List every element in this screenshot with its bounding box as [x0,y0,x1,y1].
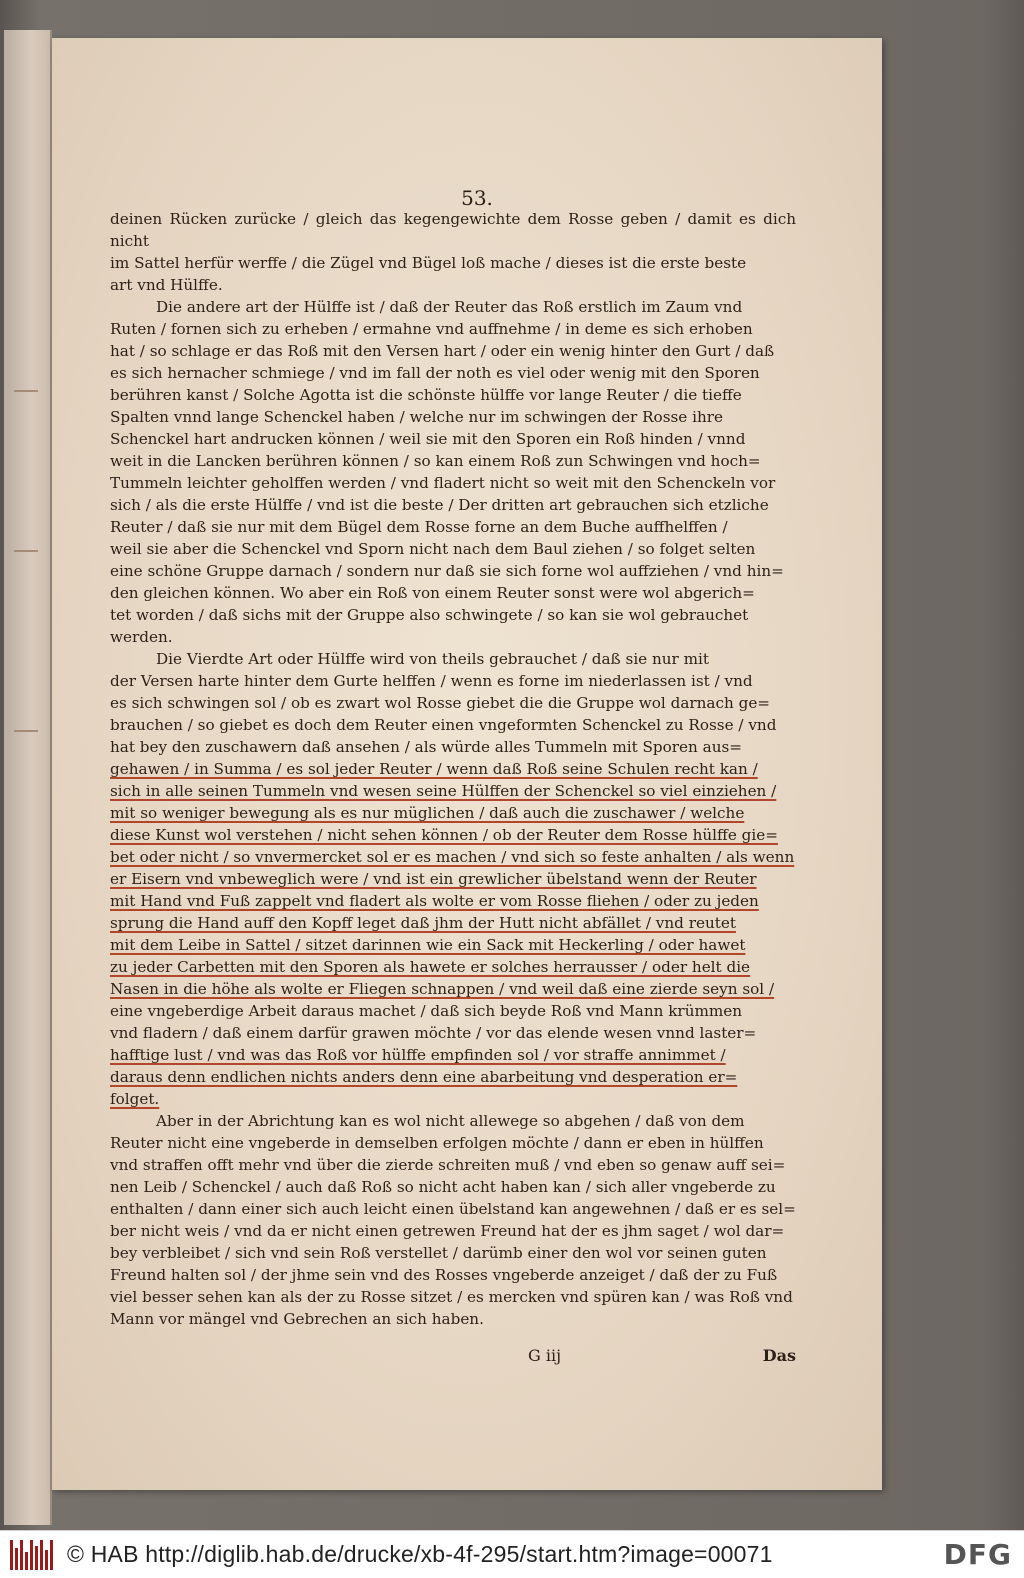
text-line: viel besser sehen kan als der zu Rosse sitzet / es mercken vnd spüren kan / was Roß vnd [110,1288,793,1306]
source-link[interactable]: © HAB http://diglib.hab.de/drucke/xb-4f-295/start.htm?image=00071 [67,1541,773,1567]
attribution-bar [0,1530,1024,1578]
text-line: tet worden / daß sichs mit der Gruppe also schwingete / so kan sie wol gebrauchet [110,606,749,624]
text-line: vnd straffen offt mehr vnd über die zierde schreiten muß / vnd eben so genaw auff sei= [110,1156,786,1174]
text-line: bey verbleibet / sich vnd sein Roß verstellet / darümb einer den wol vor seinen guten [110,1244,767,1262]
text-line: mit dem Leibe in Sattel / sitzet darinnen wie ein Sack mit Heckerling / oder hawet [110,936,746,954]
page-number: 53. [461,186,493,210]
text-line: Freund halten sol / der jhme sein vnd des Rosses vngeberde anzeiget / daß der zu Fuß [110,1266,778,1284]
text-line: Spalten vnnd lange Schenckel haben / welche nur im schwingen der Rosse ihre [110,408,723,426]
text-line: gehawen / in Summa / es sol jeder Reuter / wenn daß Roß seine Schulen recht kan / [110,760,758,778]
text-line: werden. [110,628,173,646]
text-line: ber nicht weis / vnd da er nicht einen getrewen Freund hat der es jhm saget / wol dar= [110,1222,785,1240]
text-line: bet oder nicht / so vnvermercket sol er es machen / vnd sich so feste anhalten / als wenn [110,848,795,866]
text-line: Die andere art der Hülffe ist / daß der Reuter das Roß erstlich im Zaum vnd [156,298,743,316]
hab-logo-icon [10,1540,53,1570]
page-footer [110,1346,796,1370]
text-line: Nasen in die höhe als wolte er Fliegen schnappen / vnd weil daß eine zierde seyn sol / [110,980,775,998]
text-line: Ruten / fornen sich zu erheben / ermahne vnd auffnehme / in deme es sich erhoben [110,320,753,338]
text-line: weit in die Lancken berühren können / so kan einem Roß zun Schwingen vnd hoch= [110,452,761,470]
text-line: es sich hernacher schmiege / vnd im fall der noth es viel oder wenig mit den Sporen [110,364,760,382]
text-line: eine vngeberdige Arbeit daraus machet / daß sich beyde Roß vnd Mann krümmen [110,1002,743,1020]
text-line: folget. [110,1090,160,1108]
text-line: Mann vor mängel vnd Gebrechen an sich haben. [110,1310,484,1328]
text-line: es sich schwingen sol / ob es zwart wol Rosse giebet die die Gruppe wol darnach ge= [110,694,771,712]
text-line: der Versen harte hinter dem Gurte helffen / wenn es forne im niederlassen ist / vnd [110,672,753,690]
text-line: Tummeln leichter geholffen werden / vnd fladert nicht so weit mit den Schenckeln vor [110,474,776,492]
text-line: hat / so schlage er das Roß mit den Versen hart / oder ein wenig hinter den Gurt / daß [110,342,775,360]
text-line: daraus denn endlichen nichts anders denn eine abarbeitung vnd desperation er= [110,1068,738,1086]
facing-page-edge [4,30,52,1525]
text-line: art vnd Hülffe. [110,276,223,294]
text-line: diese Kunst wol verstehen / nicht sehen können / ob der Reuter dem Rosse hülffe gie= [110,826,778,844]
text-line: sprung die Hand auff den Kopff leget daß jhm der Hutt nicht abfället / vnd reutet [110,914,736,932]
catchword: Das [762,1346,796,1365]
text-line: berühren kanst / Solche Agotta ist die schönste hülffe vor lange Reuter / die tieffe [110,386,742,404]
text-line: weil sie aber die Schenckel vnd Sporn nicht nach dem Baul ziehen / so folget selten [110,540,756,558]
text-line: brauchen / so giebet es doch dem Reuter einen vngeformten Schenckel zu Rosse / vnd [110,716,777,734]
book-page [52,38,882,1490]
text-line: sich / als die erste Hülffe / vnd ist die beste / Der dritten art gebrauchen sich etzliche [110,496,769,514]
text-line: zu jeder Carbetten mit den Sporen als hawete er solches herrausser / oder helt die [110,958,751,976]
text-line: sich in alle seinen Tummeln vnd wesen seine Hülffen der Schenckel so viel einziehen / [110,782,777,800]
text-line: mit so weniger bewegung als es nur müglichen / daß auch die zuschawer / welche [110,804,745,822]
body-text [110,208,796,1330]
text-line: Reuter nicht eine vngeberde in demselben erfolgen möchte / dann er eben in hülffen [110,1134,764,1152]
text-line: mit Hand vnd Fuß zappelt vnd fladert als wolte er vom Rosse fliehen / oder zu jeden [110,892,759,910]
text-line: hafftige lust / vnd was das Roß vor hülffe empfinden sol / vor straffe annimmet / [110,1046,726,1064]
text-line: im Sattel herfür werffe / die Zügel vnd Bügel loß mache / dieses ist die erste beste [110,254,747,272]
text-line: den gleichen können. Wo aber ein Roß von einem Reuter sonst were wol abgerich= [110,584,755,602]
text-line: enthalten / dann einer sich auch leicht einen übelstand kan angewehnen / daß er es sel= [110,1200,796,1218]
text-line: vnd fladern / daß einem darfür grawen möchte / vor das elende wesen vnnd laster= [110,1024,757,1042]
text-line: er Eisern vnd vnbeweglich were / vnd ist ein grewlicher übelstand wenn der Reuter [110,870,757,888]
text-line: nen Leib / Schenckel / auch daß Roß so nicht acht haben kan / sich aller vngeberde zu [110,1178,776,1196]
text-line: Schenckel hart andrucken können / weil sie mit den Sporen ein Roß hinden / vnnd [110,430,746,448]
dfg-logo: DFG [943,1538,1012,1571]
text-line: hat bey den zuschawern daß ansehen / als würde alles Tummeln mit Sporen aus= [110,738,743,756]
text-line: Die Vierdte Art oder Hülffe wird von theils gebrauchet / daß sie nur mit [156,650,710,668]
signature-mark: G iij [528,1346,562,1365]
text-line: deinen Rücken zurücke / gleich das kegengewichte dem Rosse geben / damit es dich nicht [110,210,796,250]
text-line: eine schöne Gruppe darnach / sondern nur daß sie sich forne wol auffziehen / vnd hin= [110,562,784,580]
text-line: Reuter / daß sie nur mit dem Bügel dem Rosse forne an dem Buche auffhelffen / [110,518,728,536]
text-line: Aber in der Abrichtung kan es wol nicht allewege so abgehen / daß von dem [156,1112,745,1130]
